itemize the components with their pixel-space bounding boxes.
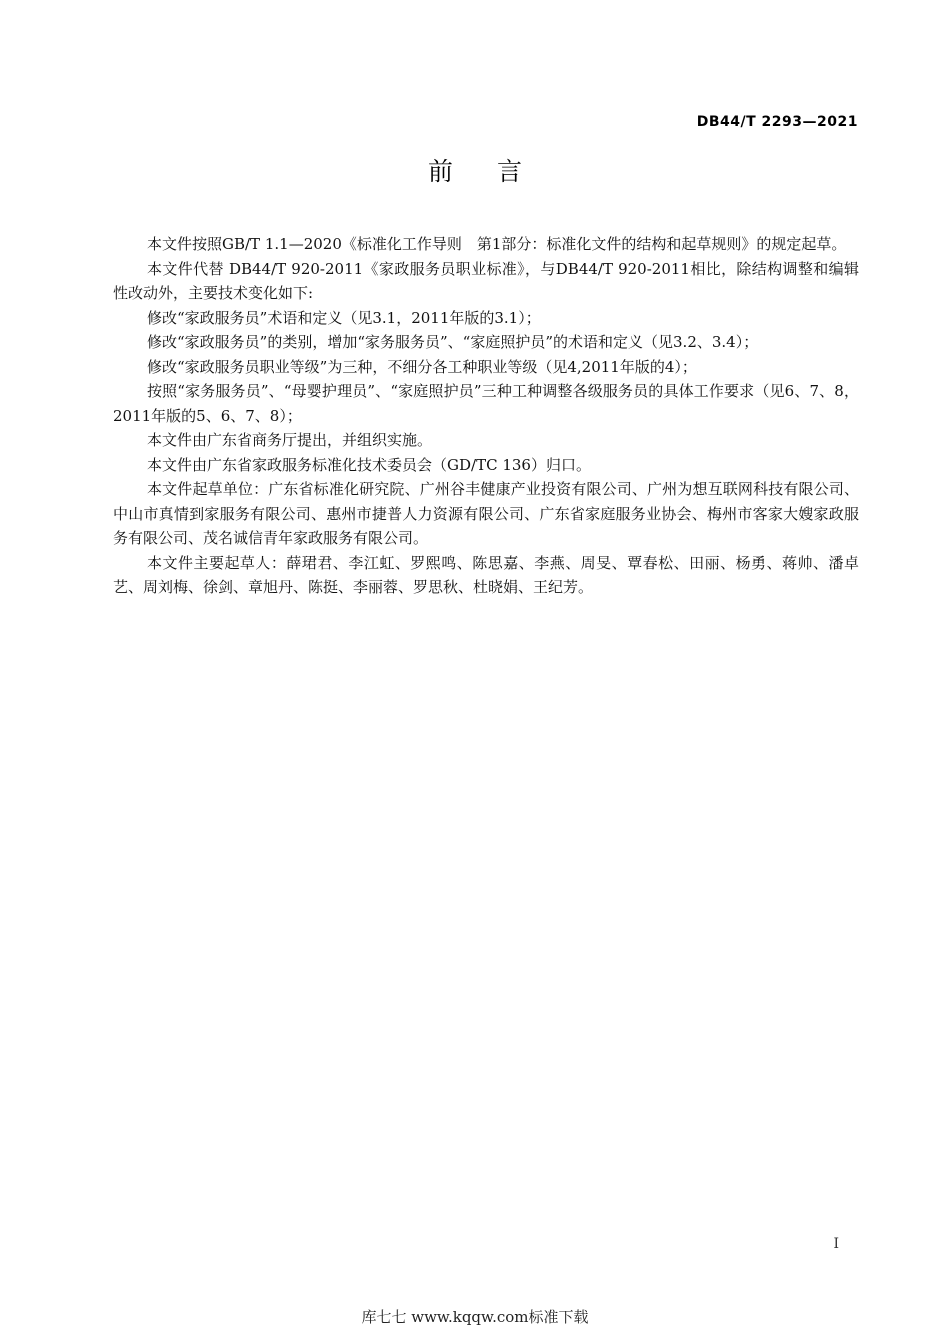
change-item-3: 修改“家政服务员职业等级”为三种，不细分各工种职业等级（见4,2011年版的4）； [147, 357, 697, 376]
change-item-4: 按照“家务服务员”、“母婴护理员”、“家庭照护员”三种工种调整各级服务员的具体工作要求（见6、7、8，2011年版的5、6、7、8）； [113, 382, 859, 425]
foreword-body [113, 232, 859, 600]
paragraph-drafting-rules: 本文件按照GB/T 1.1—2020《标准化工作导则 第1部分：标准化文件的结构和起草规则》的规定起草。 [147, 235, 847, 253]
page-number: I [833, 1236, 839, 1252]
paragraph-replacement: 本文件代替 DB44/T 920-2011《家政服务员职业标准》，与DB44/T 920-2011相比，除结构调整和编辑性改动外，主要技术变化如下: [113, 259, 859, 302]
change-item-2: 修改“家政服务员”的类别，增加“家务服务员”、“家庭照护员”的术语和定义（见3.2、3.4）； [147, 333, 759, 351]
paragraph-committee: 本文件由广东省家政服务标准化技术委员会（GD/TC 136）归口。 [147, 455, 591, 474]
document-code: DB44/T 2293—2021 [696, 114, 858, 130]
change-item-1: 修改“家政服务员”术语和定义（见3.1，2011年版的3.1）； [147, 308, 541, 327]
watermark-text: 库七七 www.kqqw.com标准下载 [361, 1308, 589, 1326]
paragraph-drafting-units: 本文件起草单位：广东省标准化研究院、广州谷丰健康产业投资有限公司、广州为想互联网科技有限公司、中山市真情到家服务有限公司、惠州市捷普人力资源有限公司、广东省家庭服务业协会、梅州市客家大嫂家政服务有限公司、茂名诚信青年家政服务有限公司。 [113, 480, 859, 547]
paragraph-proposer: 本文件由广东省商务厅提出，并组织实施。 [147, 431, 433, 449]
paragraph-drafters: 本文件主要起草人：薛珺君、李江虹、罗熙鸣、陈思嘉、李燕、周旻、覃春松、田丽、杨勇、蒋帅、潘卓艺、周刘梅、徐剑、章旭丹、陈挺、李丽蓉、罗思秋、杜晓娟、王纪芳。 [113, 553, 859, 596]
page-title: 前言 [427, 157, 566, 186]
